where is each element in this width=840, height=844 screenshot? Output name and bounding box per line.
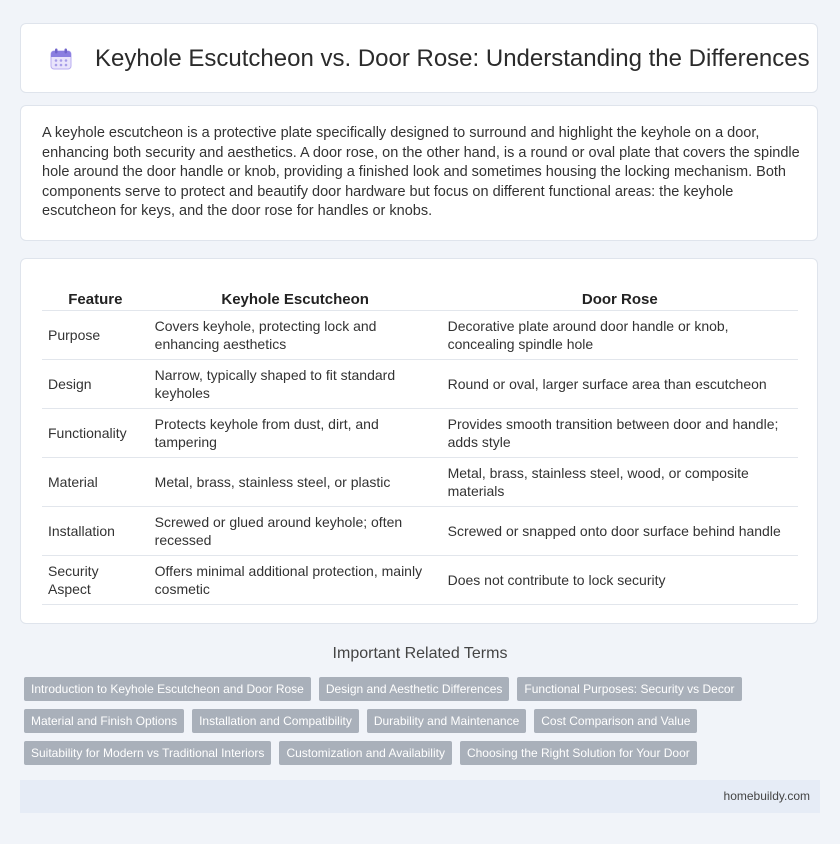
tag-design-aesthetic[interactable]: Design and Aesthetic Differences [319, 677, 510, 701]
header-feature: Feature [42, 283, 149, 311]
row-keyhole: Metal, brass, stainless steel, or plastic [149, 458, 442, 507]
row-rose: Metal, brass, stainless steel, wood, or composite materials [442, 458, 798, 507]
table-row [42, 409, 798, 458]
row-keyhole: Offers minimal additional protection, mainly cosmetic [149, 556, 442, 605]
row-rose: Decorative plate around door handle or knob, concealing spindle hole [442, 311, 798, 360]
tag-customization[interactable]: Customization and Availability [279, 741, 452, 765]
intro-card [20, 105, 818, 241]
table-row [42, 507, 798, 556]
row-rose: Provides smooth transition between door and handle; adds style [442, 409, 798, 458]
row-keyhole: Narrow, typically shaped to fit standard keyholes [149, 360, 442, 409]
header-door-rose: Door Rose [442, 283, 798, 311]
row-feature: Installation [42, 507, 149, 556]
tag-introduction[interactable]: Introduction to Keyhole Escutcheon and Door Rose [24, 677, 311, 701]
tag-durability[interactable]: Durability and Maintenance [367, 709, 526, 733]
tag-functional-purposes[interactable]: Functional Purposes: Security vs Decor [517, 677, 741, 701]
tag-choosing-solution[interactable]: Choosing the Right Solution for Your Door [460, 741, 697, 765]
table-row [42, 556, 798, 605]
intro-paragraph: A keyhole escutcheon is a protective plate specifically designed to surround and highlight the keyhole on a door, enhancing both security and aesthetics. A door rose, on the other hand, is a round or oval plate that covers the spindle hole around the door handle or knob, providing a finished look and sometimes housing the locking mechanism. Both components serve to protect and beautify door hardware but focus on different functional areas: the keyhole escutcheon for keys, and the door rose for handles or knobs. [42, 125, 800, 219]
row-keyhole: Covers keyhole, protecting lock and enhancing aesthetics [149, 311, 442, 360]
comparison-table [42, 283, 798, 605]
row-feature: Security Aspect [42, 556, 149, 605]
row-keyhole: Screwed or glued around keyhole; often recessed [149, 507, 442, 556]
footer [20, 780, 820, 813]
title-card [20, 23, 818, 93]
related-terms-tags [24, 677, 814, 765]
row-feature: Design [42, 360, 149, 409]
tag-cost-comparison[interactable]: Cost Comparison and Value [534, 709, 697, 733]
comparison-card [20, 258, 818, 624]
tag-suitability[interactable]: Suitability for Modern vs Traditional Interiors [24, 741, 271, 765]
footer-site-link[interactable]: homebuildy.com [723, 789, 810, 803]
header-keyhole-escutcheon: Keyhole Escutcheon [149, 283, 442, 311]
row-feature: Purpose [42, 311, 149, 360]
table-row [42, 360, 798, 409]
row-rose: Screwed or snapped onto door surface behind handle [442, 507, 798, 556]
tag-material-finish[interactable]: Material and Finish Options [24, 709, 184, 733]
table-row [42, 458, 798, 507]
row-rose: Round or oval, larger surface area than escutcheon [442, 360, 798, 409]
row-feature: Material [42, 458, 149, 507]
related-terms-title: Important Related Terms [332, 645, 508, 662]
tag-installation[interactable]: Installation and Compatibility [192, 709, 359, 733]
table-header-row [42, 283, 798, 311]
calendar-icon [49, 47, 73, 71]
page-title: Keyhole Escutcheon vs. Door Rose: Understanding the Differences [95, 45, 810, 72]
row-feature: Functionality [42, 409, 149, 458]
row-keyhole: Protects keyhole from dust, dirt, and tampering [149, 409, 442, 458]
row-rose: Does not contribute to lock security [442, 556, 798, 605]
table-row [42, 311, 798, 360]
